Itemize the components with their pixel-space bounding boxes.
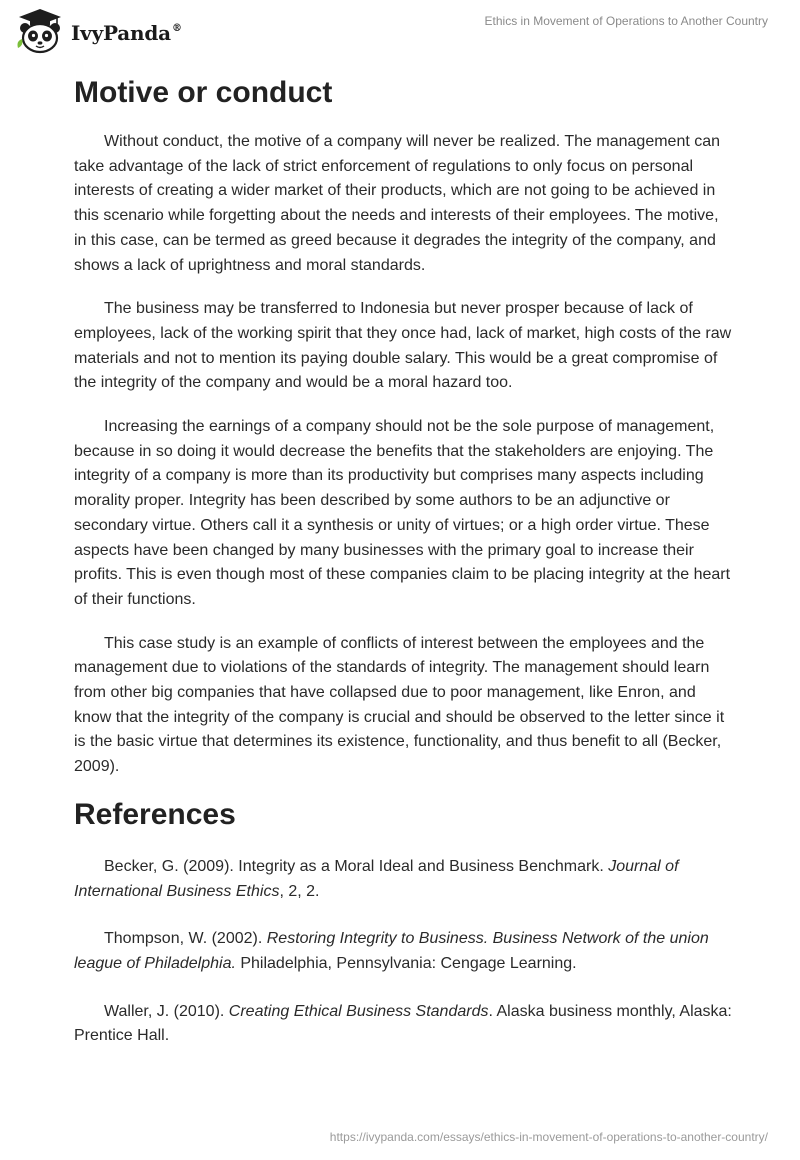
- reference-entry: Becker, G. (2009). Integrity as a Moral Ideal and Business Benchmark. Journal of International Business Ethics, 2, 2.: [74, 857, 679, 900]
- brand-logo[interactable]: [15, 8, 182, 54]
- reference-entry: Thompson, W. (2002). Restoring Integrity to Business. Business Network of the union league of Philadelphia. Philadelphia, Pennsylvania: Cengage Learning.: [74, 930, 709, 972]
- paragraph: Increasing the earnings of a company should not be the sole purpose of management, because in so doing it would decrease the benefits that the stakeholders are enjoying. The integrity of a company is more than its productivity but comprises many aspects including morality proper. Integrity has been described by some authors to be an adjunctive or secondary virtue. Others call it a synthesis or unity of virtues; or a high order virtue. These aspects have been changed by many businesses with the primary goal to increase their profits. This is even though most of these companies claim to be placing integrity at the heart of their functions.: [74, 418, 731, 608]
- brand-name: IvyPanda®: [71, 21, 182, 45]
- document-title: Ethics in Movement of Operations to Another Country: [484, 14, 768, 28]
- panda-logo-icon: [15, 8, 65, 54]
- source-url[interactable]: https://ivypanda.com/essays/ethics-in-movement-of-operations-to-another-country/: [329, 1130, 768, 1144]
- page-header: [0, 0, 800, 60]
- section-heading-references: References: [74, 797, 236, 831]
- reference-entry: Waller, J. (2010). Creating Ethical Business Standards. Alaska business monthly, Alaska: Prentice Hall.: [74, 1002, 732, 1045]
- paragraph: Without conduct, the motive of a company will never be realized. The management can take advantage of the lack of strict enforcement of regulations to only focus on personal interests of creating a wider market of their products, which are not going to be achieved in this scenario while forgetting about the needs and interests of their employees. The motive, in this case, can be termed as greed because it degrades the integrity of the company, and shows a lack of uprightness and moral standards.: [74, 133, 721, 274]
- paragraph: The business may be transferred to Indonesia but never prosper because of lack of employees, lack of the working spirit that they once had, lack of market, high costs of the raw materials and not to mention its paying double salary. This would be a great compromise of the integrity of the company and would be a moral hazard too.: [74, 300, 732, 392]
- essay-content: [74, 70, 734, 1049]
- paragraph: This case study is an example of conflicts of interest between the employees and the management due to violations of the standards of integrity. The management should learn from other big companies that have collapsed due to poor management, like Enron, and know that the integrity of the company is crucial and should be observed to the letter since it is the basic virtue that determines its existence, functionality, and thus benefit to all (Becker, 2009).: [74, 634, 725, 776]
- section-heading-motive: Motive or conduct: [74, 76, 333, 109]
